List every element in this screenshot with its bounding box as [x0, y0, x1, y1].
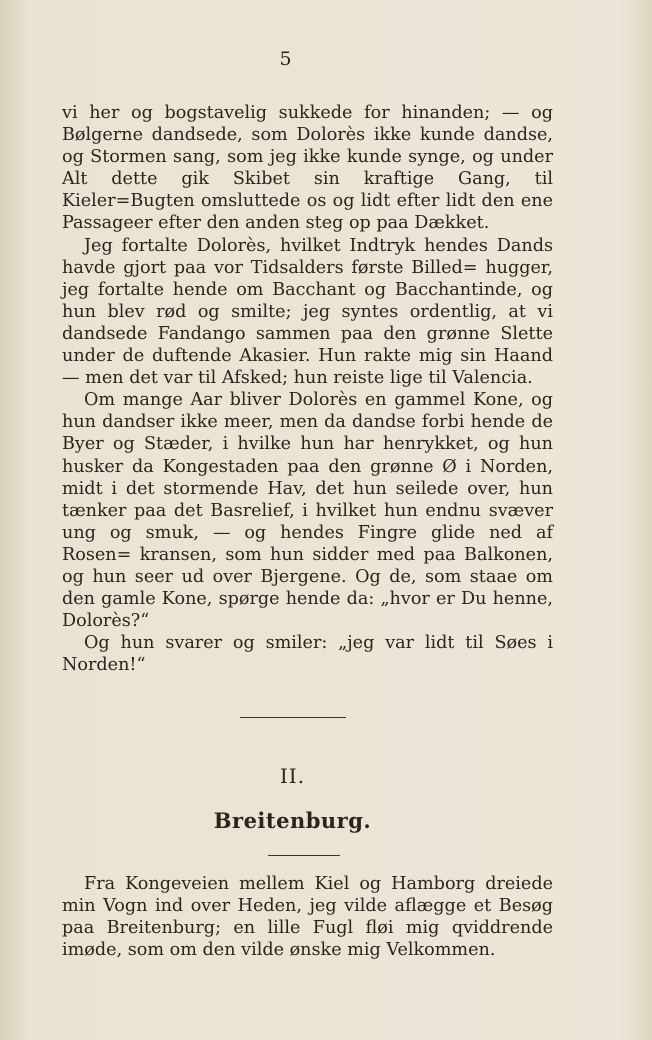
paragraph: Fra Kongeveien mellem Kiel og Hamborg dreiede min Vogn ind over Heden, jeg vilde aflægge et Besøg paa Breitenburg; en lille Fugl fløi mig qviddrende imøde, som om den vilde ønske mig Velkommen.	[62, 874, 553, 961]
chapter-title: Breitenburg.	[213, 808, 372, 833]
page-number: 5	[279, 48, 293, 70]
body-text	[62, 102, 553, 676]
chapter-text	[62, 873, 553, 961]
paragraph-continued: vi her og bogstavelig sukkede for hinanden; — og Bølgerne dandsede, som Dolorès ikke kunde dandse, og Stormen sang, som jeg ikke kunde synge, og under Alt dette gik Skibet sin kraftige Gang, til Kieler=Bugten omsluttede os og lidt efter lidt den ene Passageer efter den anden steg op paa Dækket.	[62, 103, 553, 234]
title-divider	[268, 855, 340, 856]
paragraph: Jeg fortalte Dolorès, hvilket Indtryk hendes Dands havde gjort paa vor Tidsalders første Billed= hugger, jeg fortalte hende om Bacchant og Bacchantinde, og hun blev rød og smilte; jeg syntes ordentlig, at vi dandsede Fandango sammen paa den grønne Slette under de duftende Akasier. Hun rakte mig sin Haand — men det var til Afsked; hun reiste lige til Valencia.	[62, 235, 553, 389]
paragraph: Om mange Aar bliver Dolorès en gammel Kone, og hun dandser ikke meer, men da dandse forbi hende de Byer og Stæder, i hvilke hun har henrykket, og hun husker da Kongestaden paa den grønne Ø i Norden, midt i det stormende Hav, det hun seilede over, hun tænker paa det Basrelief, i hvilket hun endnu svæver ung og smuk, — og hendes Fingre glide ned af Rosen= kransen, som hun sidder med paa Balkonen, og hun seer ud over Bjergene. Og de, som staae om den gamle Kone, spørge hende da: „hvor er Du henne, Dolorès?“	[62, 390, 553, 632]
section-divider	[240, 717, 346, 718]
chapter-number: II.	[279, 764, 306, 788]
paragraph: Og hun svarer og smiler: „jeg var lidt til Søes i Norden!“	[62, 633, 553, 676]
